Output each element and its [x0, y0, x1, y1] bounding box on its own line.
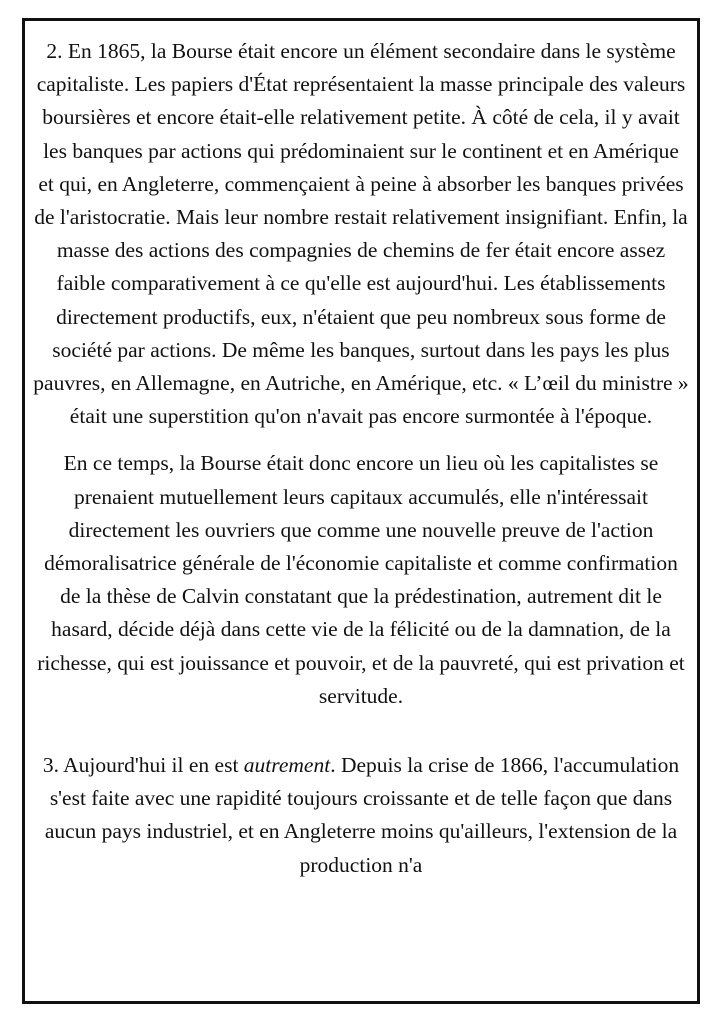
document-body — [33, 35, 689, 882]
emphasized-word: autrement — [243, 753, 331, 778]
paragraph-2-continued: En ce temps, la Bourse était donc encore un lieu où les capitalistes se prenaient mutuellement leurs capitaux accumulés, elle n'intéressait directement les ouvriers que comme une nouvelle preuve de l'action démoralisatrice générale de l'économie capitaliste et comme confirmation de la thèse de Calvin constatant que la prédestination, autrement dit le hasard, décide déjà dans cette vie de la félicité ou de la damnation, de la richesse, qui est jouissance et pouvoir, et de la pauvreté, qui est privation et servitude. — [37, 451, 685, 708]
paragraph-3 — [33, 749, 689, 882]
paragraph-2-intro: 2. En 1865, la Bourse était encore un élément secondaire dans le système capitaliste. Les papiers d'État représentaient la masse principale des valeurs boursières et encore était-elle relativement petite. À côté de cela, il y avait les banques par actions qui prédominaient sur le continent et en Amérique et qui, en Angleterre, commençaient à peine à absorber les banques privées de l'aristocratie. Mais leur nombre restait relativement insignifiant. Enfin, la masse des actions des compagnies de chemins de fer était encore assez faible comparativement à ce qu'elle est aujourd'hui. Les établissements directement productifs, eux, n'étaient que peu nombreux sous forme de société par actions. De même les banques, surtout dans les pays les plus pauvres, en Allemagne, en Autriche, en Amérique, etc. « L’œil du ministre » était une superstition qu'on n'avait pas encore surmontée à l'époque. — [33, 39, 689, 429]
paragraph-3-rest: . Depuis la crise de 1866, l'accumulation s'est faite avec une rapidité toujours croissante et de telle façon que dans aucun pays industriel, et en Angleterre moins qu'ailleurs, l'extension de la production n'a — [44, 753, 680, 877]
page-border — [22, 18, 700, 1004]
paragraph-3-start: 3. Aujourd'hui il en est — [42, 753, 244, 778]
